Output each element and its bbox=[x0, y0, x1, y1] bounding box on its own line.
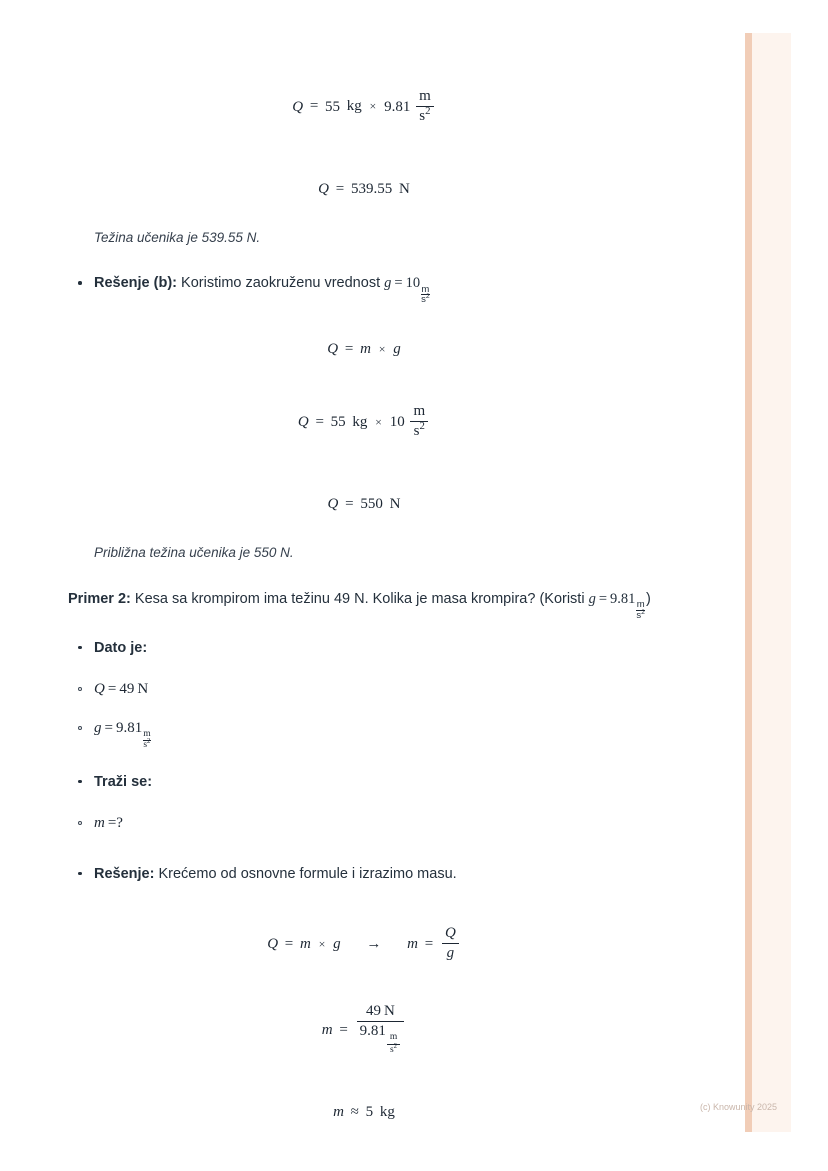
equation-lhs: Q bbox=[327, 340, 339, 357]
fraction-denominator: $s^2$ bbox=[410, 421, 428, 440]
solution-b-label: Rešenje (b): bbox=[94, 275, 177, 292]
decorative-side-band bbox=[745, 33, 791, 1132]
result-unit: kg bbox=[379, 1104, 395, 1121]
gravity-value: 9.81 bbox=[384, 98, 411, 115]
result-unit: N bbox=[398, 180, 410, 197]
equation-lhs: Q bbox=[292, 98, 304, 115]
fraction-numerator: m bbox=[413, 402, 426, 419]
fraction-numerator: m bbox=[143, 728, 151, 739]
approx-sign: ≈ bbox=[350, 1104, 359, 1121]
variable-m: m bbox=[360, 340, 371, 357]
asked-sublist bbox=[68, 804, 660, 843]
primer-2-text-end: ) bbox=[645, 590, 651, 607]
equation-lhs: m bbox=[321, 1021, 333, 1038]
solution-b-list bbox=[68, 270, 660, 305]
equation-mass-substitution bbox=[68, 988, 660, 1074]
equation-weight-result-550 bbox=[68, 465, 660, 543]
solution-2-text: Krećemo od osnovne formule i izrazimo masu. bbox=[154, 865, 457, 882]
right-arrow-icon: → bbox=[366, 935, 382, 952]
list-item-solution-b bbox=[68, 270, 660, 305]
equals-sign: = bbox=[345, 495, 354, 512]
variable-g: g bbox=[393, 340, 401, 357]
fraction-numerator: m bbox=[636, 598, 645, 610]
list-item-given-g bbox=[68, 709, 660, 751]
result-value: 539.55 bbox=[350, 180, 393, 197]
equals-sign: = bbox=[424, 935, 434, 952]
solution-b-text: Koristimo zaokruženu vrednost bbox=[177, 275, 385, 292]
unit-fraction-inline bbox=[421, 285, 430, 306]
variable-m: m bbox=[94, 814, 105, 831]
equals-sign: = bbox=[284, 935, 294, 952]
list-item-given-Q bbox=[68, 670, 660, 709]
side-band-stripe bbox=[745, 33, 752, 1132]
equation-rearranged-formula bbox=[68, 902, 660, 988]
equals-sign: = bbox=[598, 590, 608, 607]
variable-Q: Q bbox=[94, 680, 105, 697]
list-item-asked-m bbox=[68, 804, 660, 843]
result-unit: N bbox=[389, 495, 401, 512]
variable-g: g bbox=[384, 275, 392, 292]
equation-lhs: Q bbox=[297, 413, 309, 430]
conclusion-second: Približna težina učenika je 550 N. bbox=[94, 545, 294, 561]
document-content bbox=[68, 64, 660, 1152]
fraction-numerator: m bbox=[421, 283, 430, 295]
times-operator: × bbox=[375, 414, 382, 429]
variable-g: g bbox=[333, 935, 341, 952]
variable-g: g bbox=[94, 719, 102, 736]
fraction-denominator: g bbox=[442, 943, 459, 962]
equals-sign: = bbox=[339, 1021, 348, 1038]
primer-2-text: Kesa sa krompirom ima težinu 49 N. Kolika je masa krompira? (Koristi bbox=[130, 590, 589, 607]
unit-fraction-inline bbox=[636, 600, 645, 621]
fraction-denominator: $s^2$ bbox=[421, 293, 430, 306]
result-value: 5 bbox=[365, 1104, 374, 1121]
equals-sign: = bbox=[309, 98, 319, 115]
fraction-denominator: $s^2$ bbox=[636, 608, 645, 621]
variable-g: g bbox=[588, 590, 596, 607]
given-g-value: 9.81 bbox=[115, 719, 143, 736]
asked-list bbox=[68, 769, 660, 796]
unit-fraction-inline bbox=[143, 730, 150, 751]
primer-2-paragraph bbox=[68, 586, 660, 621]
primer-2-label: Primer 2: bbox=[68, 590, 131, 607]
equals-question: =? bbox=[107, 814, 123, 831]
gravity-value: 10 bbox=[389, 413, 405, 430]
unit-fraction bbox=[410, 403, 428, 440]
equation-base-formula bbox=[68, 319, 660, 379]
mass-unit: kg bbox=[346, 98, 362, 115]
equation-lhs: m bbox=[333, 1104, 344, 1121]
substitution-fraction bbox=[357, 1003, 405, 1056]
gravity-value: 9.81 bbox=[610, 590, 636, 607]
equation-lhs: Q bbox=[327, 495, 339, 512]
conclusion-first: Težina učenika je 539.55 N. bbox=[94, 230, 261, 245]
fraction-denominator: $s^2$ bbox=[416, 106, 434, 125]
equals-sign: = bbox=[104, 719, 113, 736]
list-item-given-heading bbox=[68, 635, 660, 662]
equation-lhs: Q bbox=[267, 935, 279, 952]
equals-sign: = bbox=[335, 180, 345, 197]
equals-sign: = bbox=[315, 413, 324, 430]
equals-sign: = bbox=[107, 680, 117, 697]
given-Q-unit: N bbox=[137, 680, 149, 697]
times-operator: × bbox=[318, 936, 326, 951]
list-item-solution-2 bbox=[68, 861, 660, 888]
times-operator: × bbox=[369, 99, 377, 114]
gravity-rounded-value: 10 bbox=[405, 275, 421, 292]
equals-sign: = bbox=[344, 340, 354, 357]
equation-weight-10 bbox=[68, 379, 660, 465]
mass-unit: kg bbox=[352, 413, 368, 430]
mass-value: 55 bbox=[325, 98, 341, 115]
fraction-numerator: m bbox=[419, 87, 431, 104]
mass-value: 55 bbox=[330, 413, 346, 430]
unit-fraction-inline: $\frac{m}{s^2}$ bbox=[387, 1033, 400, 1056]
fraction-numerator: 49 N bbox=[365, 1002, 395, 1019]
quotient-fraction bbox=[442, 925, 459, 962]
equation-weight-result-539 bbox=[68, 150, 660, 228]
result-value: 550 bbox=[360, 495, 383, 512]
given-list bbox=[68, 635, 660, 662]
unit-fraction bbox=[416, 88, 434, 125]
equals-sign: = bbox=[394, 275, 403, 292]
fraction-denominator: 9.81 $\frac{m}{s^2}$ bbox=[357, 1021, 405, 1056]
side-band-panel bbox=[752, 33, 791, 1132]
asked-heading: Traži se: bbox=[94, 773, 153, 790]
given-Q-value: 49 bbox=[119, 680, 135, 697]
equation-lhs: Q bbox=[318, 180, 330, 197]
times-operator: × bbox=[378, 341, 386, 356]
result-lhs: m bbox=[407, 935, 418, 952]
equation-mass-result bbox=[68, 1074, 660, 1152]
variable-m: m bbox=[300, 935, 311, 952]
solution-2-list bbox=[68, 861, 660, 888]
fraction-denominator: $s^2$ bbox=[143, 737, 151, 750]
equation-weight-9-81 bbox=[68, 64, 660, 150]
copyright-watermark: (c) Knowunity 2025 bbox=[700, 1102, 778, 1112]
given-sublist bbox=[68, 670, 660, 751]
given-heading: Dato je: bbox=[94, 639, 148, 656]
solution-2-label: Rešenje: bbox=[94, 865, 155, 882]
list-item-asked-heading bbox=[68, 769, 660, 796]
fraction-numerator: Q bbox=[444, 925, 456, 942]
